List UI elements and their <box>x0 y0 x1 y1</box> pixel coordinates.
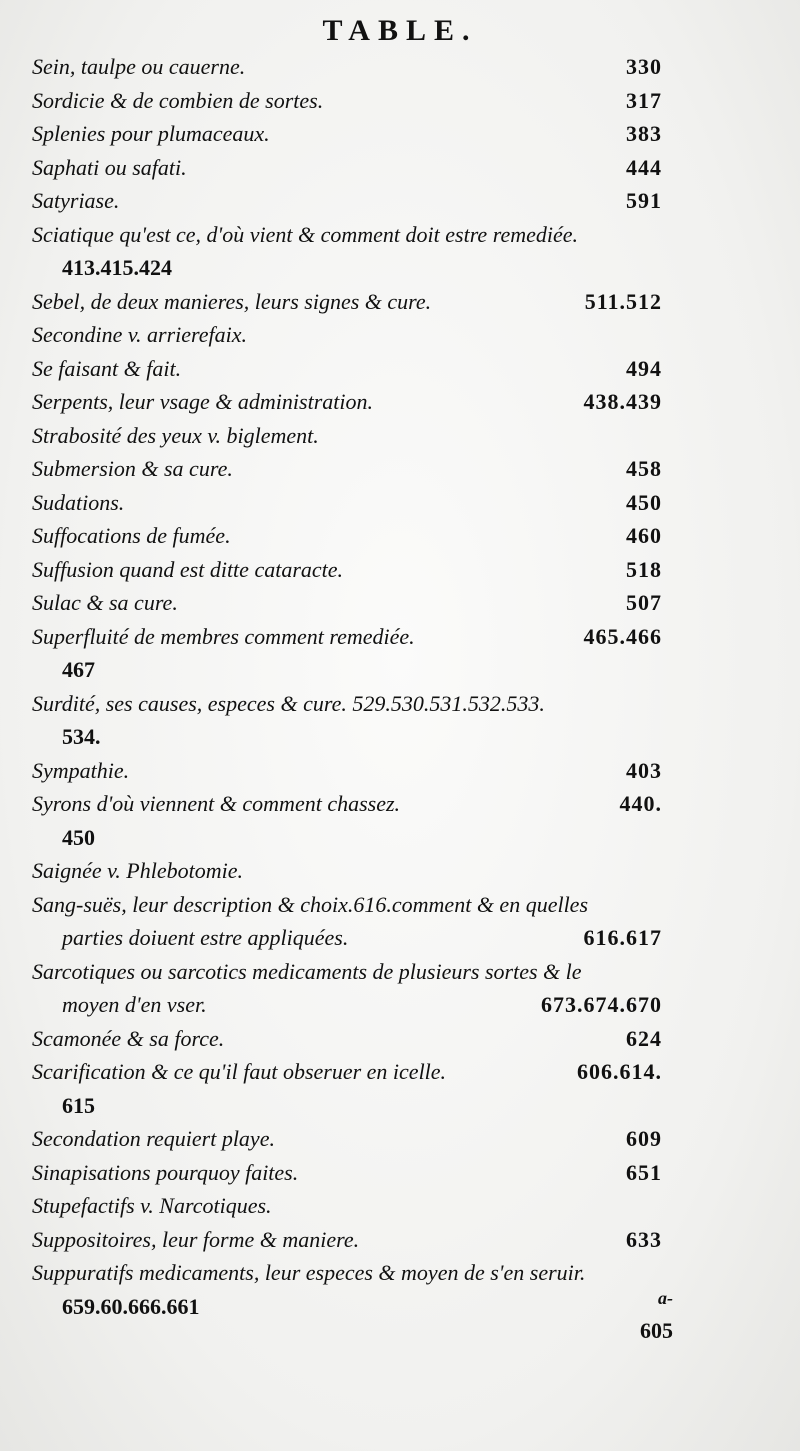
index-entry <box>32 352 662 386</box>
index-entry <box>32 84 662 118</box>
entry-text: Surdité, ses causes, especes & cure. 529.530.531.532.533. <box>32 690 545 716</box>
entry-pages: 438.439 <box>583 389 662 414</box>
entry-pages-continued: 450 <box>62 824 95 850</box>
entry-text-continued: parties doiuent estre appliquées. <box>62 925 349 950</box>
entry-pages: 450 <box>626 489 662 515</box>
index-entry <box>32 754 662 788</box>
index-entry <box>32 218 662 285</box>
entry-text: Satyriase. <box>32 188 120 213</box>
catchword: a- <box>658 1288 673 1308</box>
entry-text: Saphati ou safati. <box>32 154 187 180</box>
entry-text: Submersion & sa cure. <box>32 456 233 481</box>
entry-pages: 460 <box>626 523 662 548</box>
entry-text: Syrons d'où viennent & comment chassez. <box>32 791 401 816</box>
entry-text: Sciatique qu'est ce, d'où vient & comment doit estre remediée. <box>32 221 579 247</box>
entry-text: Sein, taulpe ou cauerne. <box>32 54 246 79</box>
index-entry <box>32 888 662 955</box>
entry-pages: 624 <box>626 1025 662 1051</box>
entry-text: Suffusion quand est ditte cataracte. <box>32 556 344 582</box>
entry-text: Sang-suës, leur description & choix.616.comment & en quelles <box>32 891 589 917</box>
entry-text: Secondation requiert playe. <box>32 1126 275 1151</box>
entry-text: Strabosité des yeux v. biglement. <box>32 422 319 448</box>
index-entry <box>32 151 662 185</box>
entry-text: Saignée v. Phlebotomie. <box>32 858 243 883</box>
entry-pages: 673.674.670 <box>541 992 662 1017</box>
entry-pages: 403 <box>626 757 662 783</box>
index-entry <box>32 787 662 854</box>
index-entry <box>32 117 662 151</box>
entry-text: Sinapisations pourquoy faites. <box>32 1159 299 1185</box>
index-entry <box>32 955 662 1022</box>
entry-text: Splenies pour plumaceaux. <box>32 121 270 146</box>
entry-pages: 465.466 <box>583 623 662 649</box>
index-entry <box>32 1223 662 1257</box>
entry-pages: 609 <box>626 1126 662 1151</box>
entry-text: Scamonée & sa force. <box>32 1025 225 1051</box>
entry-pages: 330 <box>626 54 662 79</box>
entry-pages: 507 <box>626 590 662 615</box>
index-entry <box>32 1055 662 1122</box>
entry-pages: 518 <box>626 556 662 582</box>
entry-pages-continued: 615 <box>62 1092 95 1118</box>
index-entry <box>32 452 662 486</box>
entry-text: Sarcotiques ou sarcotics medicaments de plusieurs sortes & le <box>32 958 582 984</box>
entry-pages-continued: 413.415.424 <box>62 255 172 280</box>
index-entry <box>32 620 662 687</box>
index-entry <box>32 1022 662 1056</box>
index-entry <box>32 50 662 84</box>
entry-text: Stupefactifs v. Narcotiques. <box>32 1193 272 1218</box>
index-entry <box>32 419 662 453</box>
signature-mark: 605 <box>640 1318 673 1343</box>
index-entries <box>32 50 662 1323</box>
entry-pages: 616.617 <box>583 925 662 950</box>
index-entry <box>32 184 662 218</box>
entry-text: Se faisant & fait. <box>32 355 182 381</box>
entry-text: Sudations. <box>32 489 125 515</box>
index-entry <box>32 1189 662 1223</box>
entry-pages: 633 <box>626 1226 662 1252</box>
entry-text-continued: moyen d'en vser. <box>62 992 207 1017</box>
entry-text: Superfluité de membres comment remediée. <box>32 623 415 649</box>
entry-text: Sebel, de deux manieres, leurs signes & cure. <box>32 288 432 314</box>
entry-pages: 383 <box>626 121 662 146</box>
page-title: TABLE. <box>322 14 478 47</box>
index-entry <box>32 1156 662 1190</box>
index-entry <box>32 385 662 419</box>
entry-pages: 651 <box>626 1159 662 1185</box>
index-entry <box>32 519 662 553</box>
index-entry <box>32 318 662 352</box>
entry-text: Sympathie. <box>32 757 130 783</box>
entry-text: Suffocations de fumée. <box>32 523 231 548</box>
entry-pages: 511.512 <box>584 288 662 314</box>
index-entry <box>32 1256 662 1323</box>
index-entry <box>32 687 662 754</box>
entry-text: Suppositoires, leur forme & maniere. <box>32 1226 360 1252</box>
entry-text: Secondine v. arrierefaix. <box>32 322 248 347</box>
entry-pages: 317 <box>626 87 662 113</box>
entry-pages-continued: 467 <box>62 657 95 682</box>
entry-pages-continued: 534. <box>62 724 101 749</box>
entry-text: Sordicie & de combien de sortes. <box>32 87 324 113</box>
index-entry <box>32 486 662 520</box>
entry-pages: 444 <box>626 154 662 180</box>
entry-text: Scarification & ce qu'il faut obseruer en icelle. <box>32 1059 447 1084</box>
entry-pages: 440. <box>619 791 662 816</box>
entry-pages: 494 <box>626 355 662 381</box>
index-entry <box>32 1122 662 1156</box>
entry-text: Sulac & sa cure. <box>32 590 178 615</box>
entry-pages: 591 <box>626 188 662 213</box>
index-entry <box>32 854 662 888</box>
entry-pages: 606.614. <box>577 1059 662 1084</box>
index-entry <box>32 586 662 620</box>
entry-pages: 458 <box>626 456 662 481</box>
index-entry <box>32 285 662 319</box>
entry-text: Serpents, leur vsage & administration. <box>32 389 373 414</box>
entry-pages-continued: 659.60.666.661 <box>62 1293 200 1319</box>
entry-text: Suppuratifs medicaments, leur especes & moyen de s'en seruir. <box>32 1260 586 1285</box>
index-entry <box>32 553 662 587</box>
